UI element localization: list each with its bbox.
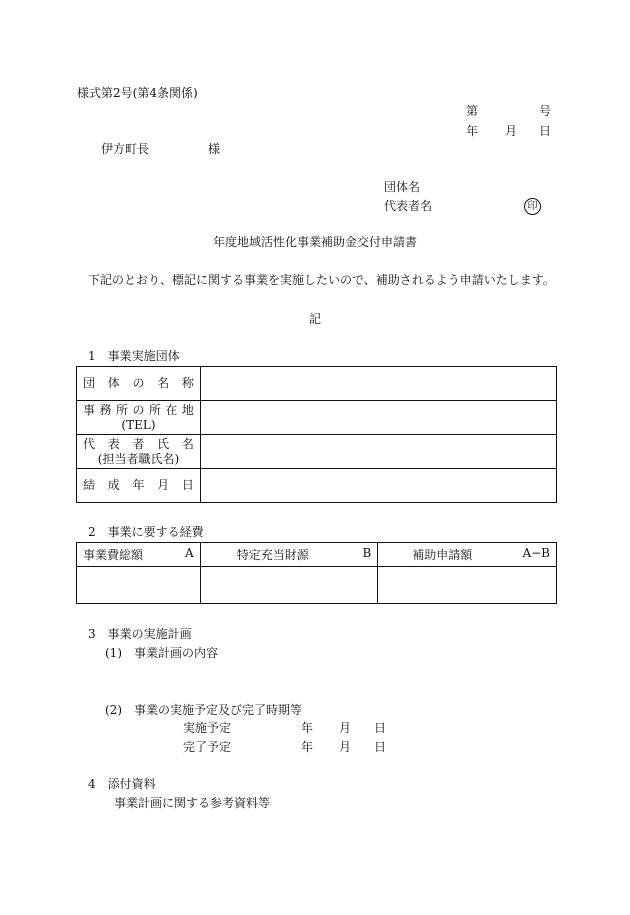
address-label-cell [77,401,201,435]
plan-content-label: (1) 事業計画の内容 [105,646,218,660]
org-row-founded [77,469,557,503]
founded-label-text: 結 成 年 月 日 [83,478,194,492]
ki-heading: 記 [308,312,321,326]
specific-funding-header: 特定充当財源 B [200,543,378,567]
address-value-cell[interactable] [200,401,556,435]
subsidy-request-header: 補助申請額 A−B [378,543,557,567]
total-cost-header: 事業費総額 A [77,543,201,567]
org-row-representative [77,435,557,469]
subsidy-request-cell[interactable] [378,567,557,604]
section1-heading: 1 事業実施団体 [88,349,180,363]
document-title: 年度地域活性化事業補助金交付申請書 [212,235,417,249]
section4-heading: 4 添付資料 [88,777,156,791]
honorific: 様 [208,142,221,156]
form-number: 様式第2号(第4条関係) [77,86,198,100]
ref-no-suffix: 号 [539,104,552,118]
representative-value-cell[interactable] [200,435,556,469]
org-name-label: 団体名 [384,180,421,194]
org-name-label-text: 団 体 の 名 称 [83,376,194,390]
contact-person-label: (担当者職氏名) [97,451,180,466]
address-label-text: 事 務 所 の 所 在 地 [83,402,194,417]
section3-heading: 3 事業の実施計画 [88,627,192,641]
date-year-label: 年 [466,124,479,138]
founded-value-cell[interactable] [200,469,556,503]
representative-label: 代表者名 [384,199,433,213]
org-row-address [77,401,557,435]
intro-text: 下記のとおり、標記に関する事業を実施したいので、補助されるよう申請いたします。 [88,273,555,287]
seal-mark: 印 [524,198,541,215]
expense-table [76,542,557,604]
org-name-value-cell[interactable] [200,367,556,401]
schedule-label: (2) 事業の実施予定及び完了時期等 [105,703,302,717]
date-month-label: 月 [505,124,518,138]
expense-value-row [77,567,557,604]
end-label: 完了予定 [183,740,232,754]
representative-label-text: 代 表 者 氏 名 [83,436,194,451]
start-label: 実施予定 [183,721,232,735]
addressee: 伊方町長 [101,142,150,156]
specific-funding-cell[interactable] [200,567,378,604]
org-name-label-cell [77,367,201,401]
organization-table [76,366,557,503]
start-year-label: 年 [301,721,314,735]
tel-label: (TEL) [121,417,156,432]
representative-label-cell [77,435,201,469]
section2-heading: 2 事業に要する経費 [88,525,204,539]
attachment-text: 事業計画に関する参考資料等 [114,796,271,810]
ref-no-prefix: 第 [466,104,479,118]
end-month-label: 月 [339,740,352,754]
org-row-name [77,367,557,401]
end-day-label: 日 [374,740,387,754]
date-day-label: 日 [539,124,552,138]
total-cost-cell[interactable] [77,567,201,604]
expense-header-row [77,543,557,567]
end-year-label: 年 [301,740,314,754]
start-month-label: 月 [339,721,352,735]
start-day-label: 日 [374,721,387,735]
founded-label-cell [77,469,201,503]
